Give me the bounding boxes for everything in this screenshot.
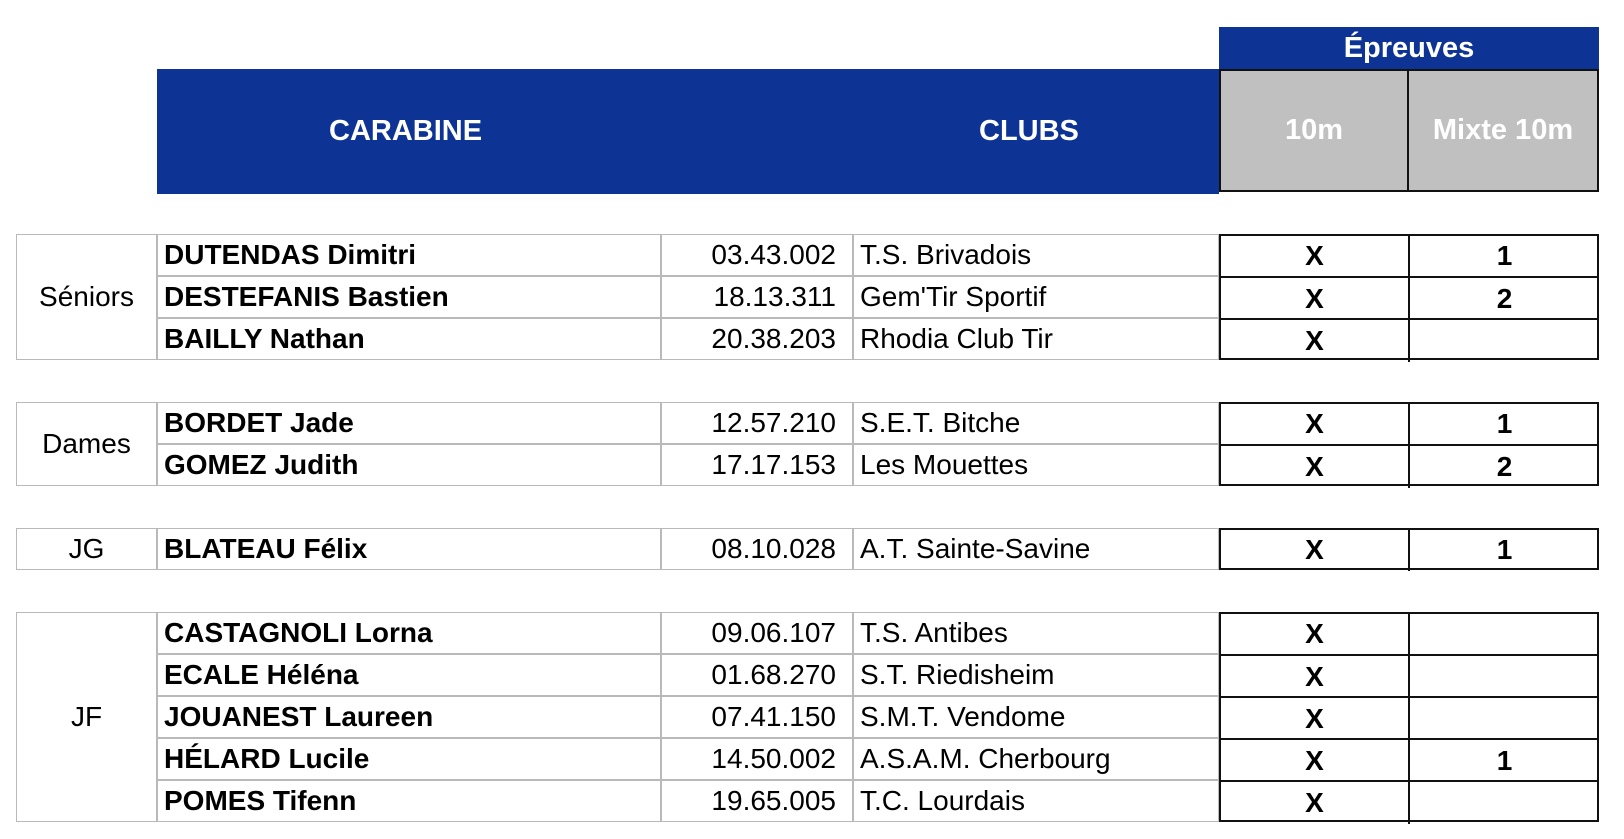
event-10m-mark: X — [1221, 235, 1410, 277]
club-name: T.C. Lourdais — [853, 780, 1219, 822]
shooter-name: JOUANEST Laureen — [157, 696, 661, 738]
shooter-name: BLATEAU Félix — [157, 528, 661, 570]
shooter-name: ECALE Héléna — [157, 654, 661, 696]
license-number: 18.13.311 — [661, 276, 853, 318]
license-number: 01.68.270 — [661, 654, 853, 696]
main-header-bar — [157, 69, 1219, 194]
event-10m-mark: X — [1221, 740, 1410, 782]
club-name: A.T. Sainte-Savine — [853, 528, 1219, 570]
club-name: T.S. Brivadois — [853, 234, 1219, 276]
club-name: S.E.T. Bitche — [853, 402, 1219, 444]
event-10m-mark: X — [1221, 320, 1410, 362]
event-mixte-value: 2 — [1496, 283, 1513, 314]
shooter-name: BORDET Jade — [157, 402, 661, 444]
events-box — [1219, 528, 1599, 570]
events-row — [1221, 696, 1597, 740]
club-name: S.M.T. Vendome — [853, 696, 1219, 738]
shooter-name: HÉLARD Lucile — [157, 738, 661, 780]
event-10m-mark: X — [1221, 656, 1410, 698]
event-10m-mark: X — [1221, 403, 1410, 445]
club-name: Les Mouettes — [853, 444, 1219, 486]
event-mixte-value — [1410, 698, 1599, 740]
event-mixte-value — [1410, 782, 1599, 824]
col-10m-header: 10m — [1219, 69, 1409, 192]
shooter-name: BAILLY Nathan — [157, 318, 661, 360]
group-label: Dames — [16, 402, 157, 486]
event-10m-mark: X — [1221, 782, 1410, 824]
club-name: S.T. Riedisheim — [853, 654, 1219, 696]
events-row — [1221, 654, 1597, 698]
epreuves-header: Épreuves — [1219, 27, 1599, 69]
license-number: 12.57.210 — [661, 402, 853, 444]
event-mixte-value: 1 — [1496, 408, 1513, 439]
events-row — [1221, 444, 1597, 488]
shooter-name: DUTENDAS Dimitri — [157, 234, 661, 276]
event-10m-mark: X — [1221, 446, 1410, 488]
events-row — [1221, 780, 1597, 824]
club-name: A.S.A.M. Cherbourg — [853, 738, 1219, 780]
shooter-name: DESTEFANIS Bastien — [157, 276, 661, 318]
events-row — [1221, 613, 1597, 655]
events-box — [1219, 612, 1599, 822]
club-name: Rhodia Club Tir — [853, 318, 1219, 360]
shooter-name: CASTAGNOLI Lorna — [157, 612, 661, 654]
event-mixte-value — [1410, 613, 1599, 655]
clubs-header: CLUBS — [979, 115, 1079, 147]
events-row — [1221, 276, 1597, 320]
event-10m-mark: X — [1221, 529, 1410, 571]
event-10m-mark: X — [1221, 698, 1410, 740]
club-name: T.S. Antibes — [853, 612, 1219, 654]
license-number: 14.50.002 — [661, 738, 853, 780]
license-number: 07.41.150 — [661, 696, 853, 738]
event-mixte-value: 2 — [1496, 451, 1513, 482]
events-row — [1221, 235, 1597, 277]
license-number: 08.10.028 — [661, 528, 853, 570]
shooter-name: GOMEZ Judith — [157, 444, 661, 486]
group-label: JG — [16, 528, 157, 570]
group-label: JF — [16, 612, 157, 822]
col-mixte-header: Mixte 10m — [1407, 69, 1599, 192]
events-box — [1219, 402, 1599, 486]
license-number: 09.06.107 — [661, 612, 853, 654]
event-mixte-value — [1410, 320, 1599, 362]
shooter-name: POMES Tifenn — [157, 780, 661, 822]
event-mixte-value — [1410, 656, 1599, 698]
club-name: Gem'Tir Sportif — [853, 276, 1219, 318]
events-box — [1219, 234, 1599, 360]
carabine-header: CARABINE — [329, 115, 483, 147]
event-mixte-value: 1 — [1496, 240, 1513, 271]
events-row — [1221, 318, 1597, 362]
license-number: 20.38.203 — [661, 318, 853, 360]
license-number: 17.17.153 — [661, 444, 853, 486]
group-label: Séniors — [16, 234, 157, 360]
license-number: 03.43.002 — [661, 234, 853, 276]
event-mixte-value: 1 — [1496, 534, 1513, 565]
event-mixte-value: 1 — [1496, 745, 1513, 776]
event-10m-mark: X — [1221, 613, 1410, 655]
license-number: 19.65.005 — [661, 780, 853, 822]
events-row — [1221, 738, 1597, 782]
events-row — [1221, 403, 1597, 445]
event-10m-mark: X — [1221, 278, 1410, 320]
events-row — [1221, 529, 1597, 571]
